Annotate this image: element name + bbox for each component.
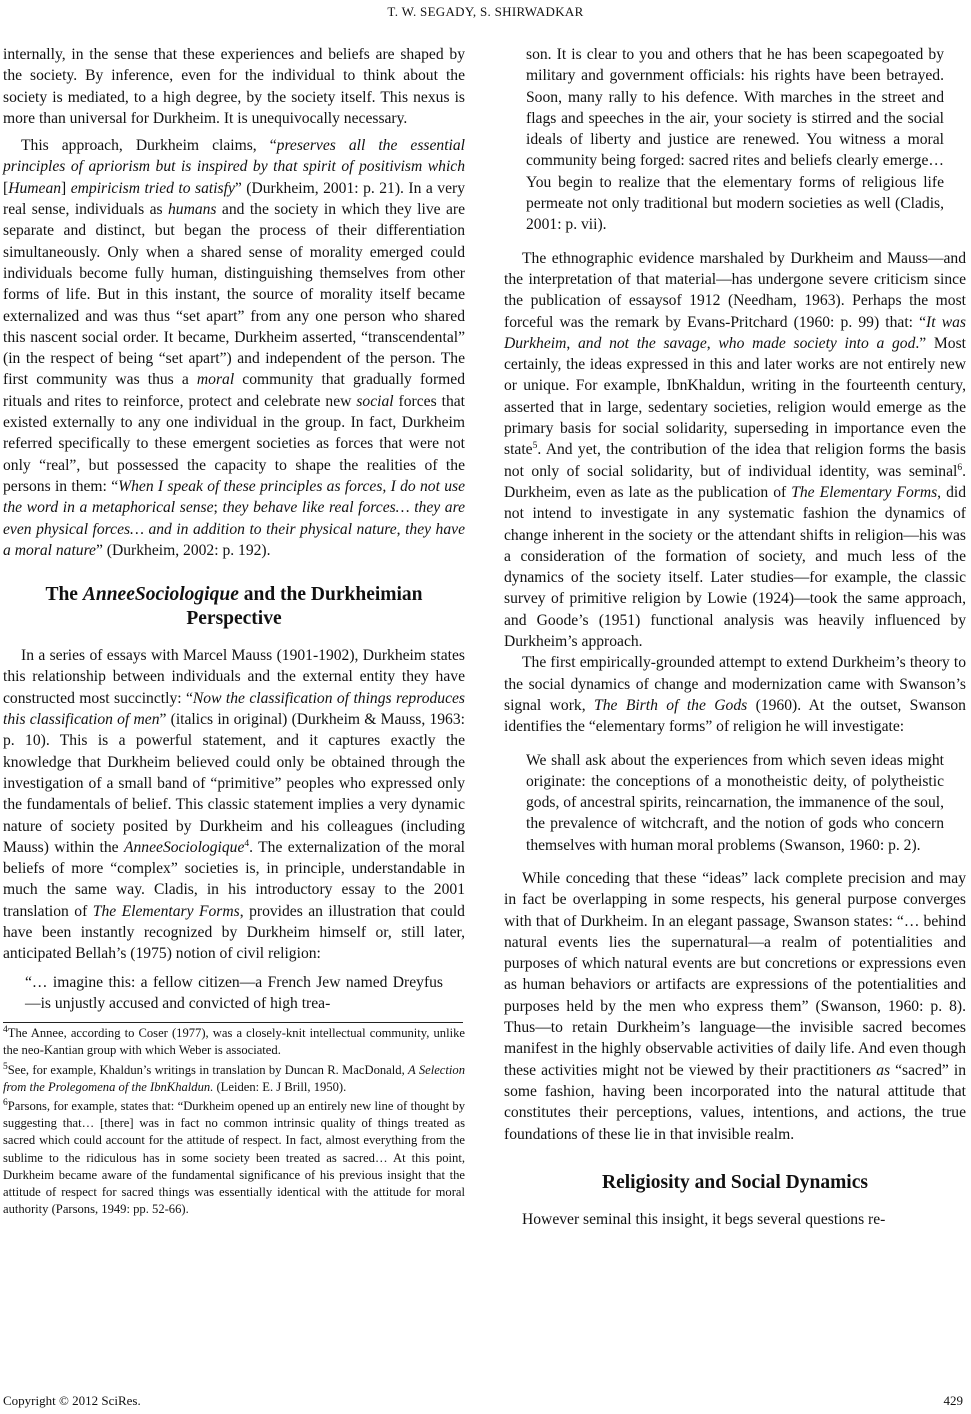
footnote-ref: 4 bbox=[244, 838, 250, 849]
paragraph: This approach, Durkheim claims, “preserves all the essential principles of apriorism but is inspired by that spirit of positivism which [Humean] empiricism tried to satisfy” (Durkheim, 2001: p. 21). In a very real sense, individuals as humans and the society in which they live are separate and distinct, but began the process of their differentiation simultaneously. Only when a shared sense of morality emerged could individuals become fully human, distinguishing themselves from other forms of life. But in this instant, the source of morality itself became externalized and was thus “set apart” from any one person who shared this nascent social order. It became, Durkheim asserted, “transcendental” (in the respect of being “set apart”) and independent of the person. The first community was thus a moral community that gradually formed rituals and rites to reinforce, protect and celebrate new social forces that existed externally to any one individual in the group. In fact, Durkheim referred specifically to these emergent societies as forces that were not only “real”, but possessed the capacity to shape the realities of the persons in them: “When I speak of these principles as forces, I do not use the word in a metaphorical sense; they behave like real forces… they are even physical forces… and in addition to their physical nature, they have a moral nature” (Durkheim, 2002: p. 192). bbox=[3, 137, 466, 559]
footnotes bbox=[3, 1025, 465, 1218]
paragraph: The ethnographic evidence marshaled by Durkheim and Mauss—and the interpretation of that material—has undergone severe criticism since the publication of essaysof 1912 (Needham, 1963). Perhaps the most forceful was the remark by Evans-Pritchard (1960: p. 99) that: “It was Durkheim, and not the savage, who made society into a god.” Most certainly, the ideas expressed in this and later works are not entirely new or unique. For example, IbnKhaldun, writing in the fourteenth century, asserted that in large, sedentary societies, religion would emerge as the primary basis for social solidarity, superseding in importance even the state$^5$. And yet, the contribution of the idea that religion forms the basis not only of social solidarity, but of individual identity, was seminal$^6$. Durkheim, even as late as the publication of The Elementary Forms, did not intend to investigate in any systematic fashion the dynamics of change inherent in the society or the attendant shifts in religion—his was a consideration of the formation of society, and much less of the dynamics of the society itself. Later studies—for example, the classic survey of primitive religion by Lowie (1924)—took the same approach, and Goode’s (1951) functional analysis was heavily influenced by Durkheim’s approach. bbox=[504, 249, 966, 651]
footnote: $^4$The Annee, according to Coser (1977), was a closely-knit intellectual community, unlike the neo-Kantian group with which Weber is associated. bbox=[3, 1024, 465, 1058]
paragraph: The first empirically-grounded attempt to extend Durkheim’s theory to the social dynamics of change and modernization came with Swanson’s signal work, The Birth of the Gods (1960). At the outset, Swanson identifies the “elementary forms” of religion he will investigate: bbox=[504, 654, 966, 736]
block-quote: son. It is clear to you and others that he has been scapegoated by military and government officials: his rights have been betrayed. Soon, many rally to his defence. With marches in the street and flags and speeches in the air, your society is stirred and the social ideals of liberty and justice are renewed. You witness a moral community being forged: sacred rites and beliefs clearly emerge… You begin to realize that the elementary forms of religious life permeate not only traditional but modern societies as well (Cladis, 2001: p. vii). bbox=[526, 46, 944, 234]
page-number: 429 bbox=[943, 1393, 963, 1408]
paragraph: In a series of essays with Marcel Mauss (1901-1902), Durkheim states this relationship between individuals and the external entity they have constructed most succinctly: “Now the classification of things reproduces this classification of men” (italics in original) (Durkheim & Mauss, 1963: p. 10). This is a powerful statement, and it captures exactly the knowledge that Durkheim believed could only be obtained through the investigation of a small band of “primitive” peoples who expressed only the fundamentals of belief. This classic statement implies a very dynamic nature of society posited by Durkheim and his colleagues (including Mauss) within the AnneeSociologique$^4$. The externalization of the moral beliefs of more “complex” societies is, in principle, understandable in much the same way. Cladis, in his introductory essay to the 2001 translation of The Elementary Forms, provides an illustration that could have been instantly recognized by Durkheim himself or, still later, anticipated Bellah’s (1975) notion of civil religion: bbox=[3, 647, 466, 963]
section-heading: The AnneeSociologique and the Durkheimian Perspective bbox=[45, 584, 423, 630]
paragraph: However seminal this insight, it begs several questions re- bbox=[522, 1210, 886, 1228]
footnote: $^6$Parsons, for example, states that: “Durkheim opened up an entirely new line of thought by suggesting that… [there] was in fact no common intrinsic quality of things treated as sacred which could account for the attitude of respect. In fact, almost everything from the sublime to the ridiculous has in some society been treated as sacred… At this point, Durkheim became aware of the fundamental significance of his previous insight that the attitude of respect for sacred things was essentially identical with the attitude for moral authority (Parsons, 1949: pp. 52-66). bbox=[3, 1097, 465, 1217]
footnote-ref: 6 bbox=[957, 462, 963, 473]
paragraph: internally, in the sense that these experiences and beliefs are shaped by the society. By inference, even for the individual to think about the society is mediated, to a high degree, by the society itself. This nexus is more than universal for Durkheim. It is unequivocally necessary. bbox=[3, 46, 465, 127]
copyright-footer: Copyright © 2012 SciRes. bbox=[3, 1393, 141, 1408]
section-heading: Religiosity and Social Dynamics bbox=[602, 1171, 868, 1193]
running-header: T. W. SEGADY, S. SHIRWADKAR bbox=[387, 4, 584, 19]
footnote: $^5$See, for example, Khaldun’s writings in translation by Duncan R. MacDonald, A Selection from the Prolegomena of the IbnKhaldun. (Leiden: E. J Brill, 1950). bbox=[3, 1061, 465, 1094]
left-column bbox=[3, 44, 465, 1218]
right-column bbox=[504, 44, 966, 1230]
footnote-ref: 5 bbox=[532, 441, 538, 452]
block-quote: “… imagine this: a fellow citizen—a French Jew named Dreyfus—is unjustly accused and convicted of high trea- bbox=[25, 973, 443, 1012]
block-quote: We shall ask about the experiences from which seven ideas might originate: the conceptions of a monotheistic deity, of polytheistic gods, of ancestral spirits, reincarnation, the immanence of the soul, the prevalence of witchcraft, and the notion of gods who concern themselves with human moral problems (Swanson, 1960: p. 2). bbox=[526, 751, 944, 854]
footnote-rule bbox=[3, 1022, 463, 1023]
paragraph: While conceding that these “ideas” lack complete precision and may in fact be overlapping in some respects, his general purpose converges with that of Durkheim. In an elegant passage, Swanson states: “… behind natural events lies the supernatural—a realm of potentialities and purposes of which natural events are but concretions or expressions even as human behaviors or artifacts are expressions of the potentialities and purposes held by the men who express them” (Swanson, 1960: p. 8). Thus—to retain Durkheim’s language—the invisible sacred becomes manifest in the highly observable activities of daily life. And even though these activities might not be viewed by their practitioners as “sacred” in some fashion, having been incorporated into the natural attitude that constitutes their perceptions, values, intentions, and actions, the true foundations of these lie in that invisible realm. bbox=[504, 869, 967, 1143]
